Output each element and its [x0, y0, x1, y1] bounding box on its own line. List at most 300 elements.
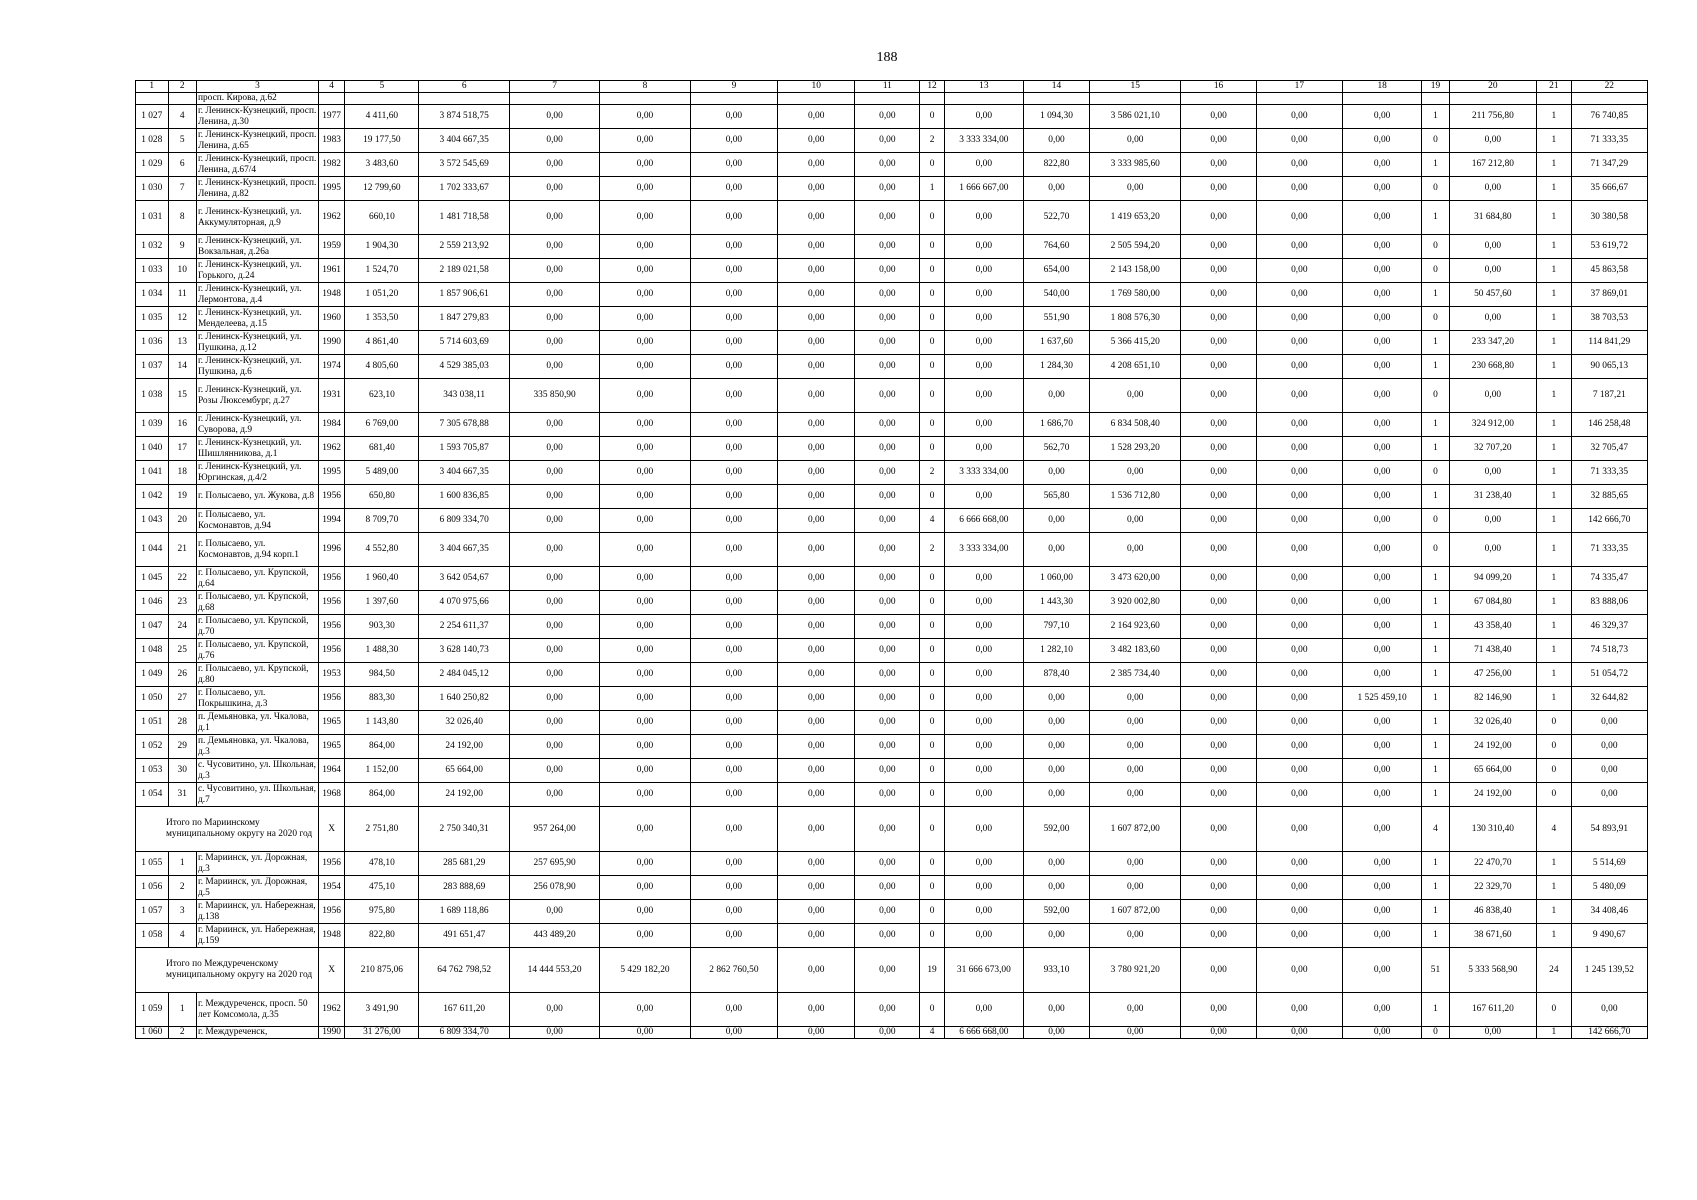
- table-cell: 0,00: [1181, 129, 1256, 153]
- table-row: [136, 759, 1648, 783]
- table-cell: 984,50: [345, 663, 419, 687]
- table-cell: 0: [920, 437, 944, 461]
- table-cell: 2 254 611,37: [419, 615, 509, 639]
- table-cell: 0,00: [600, 639, 690, 663]
- table-row: [136, 307, 1648, 331]
- column-header: 5: [345, 81, 419, 93]
- table-cell: [1090, 93, 1181, 105]
- table-cell: 0: [920, 331, 944, 355]
- table-cell: 0,00: [778, 687, 855, 711]
- table-cell: 0,00: [778, 876, 855, 900]
- table-cell: 0,00: [855, 533, 920, 567]
- table-cell: 1: [1422, 852, 1449, 876]
- table-cell: [345, 93, 419, 105]
- table-cell: 1 054: [136, 783, 169, 807]
- table-cell: 0: [1537, 993, 1572, 1027]
- table-cell: 1 050: [136, 687, 169, 711]
- table-cell: 1: [1422, 615, 1449, 639]
- table-cell: 0,00: [690, 259, 777, 283]
- table-cell: 903,30: [345, 615, 419, 639]
- table-cell: 74 518,73: [1571, 639, 1647, 663]
- table-cell: 4 529 385,03: [419, 355, 509, 379]
- table-cell: 1984: [318, 413, 344, 437]
- table-cell: 0,00: [1023, 379, 1089, 413]
- table-cell: 0,00: [778, 307, 855, 331]
- table-cell: 1: [1537, 379, 1572, 413]
- table-cell: 0,00: [690, 807, 777, 852]
- table-cell: 0,00: [778, 379, 855, 413]
- table-cell: 0,00: [778, 639, 855, 663]
- table-cell: 7 305 678,88: [419, 413, 509, 437]
- table-row: [136, 533, 1648, 567]
- table-cell: 210 875,06: [345, 948, 419, 993]
- table-cell: 0,00: [1090, 461, 1181, 485]
- table-cell: 24 192,00: [419, 783, 509, 807]
- table-cell: 0,00: [1343, 993, 1422, 1027]
- table-cell: 142 666,70: [1571, 1027, 1647, 1039]
- address-cell: г. Полысаево, ул. Покрышкина, д.3: [196, 687, 318, 711]
- column-header: 21: [1537, 81, 1572, 93]
- table-cell: 0,00: [778, 283, 855, 307]
- table-cell: 0: [1422, 235, 1449, 259]
- table-cell: 74 335,47: [1571, 567, 1647, 591]
- table-cell: 1 443,30: [1023, 591, 1089, 615]
- table-cell: 0,00: [1343, 591, 1422, 615]
- table-cell: 47 256,00: [1449, 663, 1536, 687]
- table-cell: 1 689 118,86: [419, 900, 509, 924]
- table-cell: 0,00: [1343, 355, 1422, 379]
- table-cell: 0,00: [509, 105, 599, 129]
- table-cell: 30: [168, 759, 196, 783]
- table-cell: 3 404 667,35: [419, 129, 509, 153]
- table-cell: 17: [168, 437, 196, 461]
- table-cell: 562,70: [1023, 437, 1089, 461]
- table-cell: 1: [1422, 783, 1449, 807]
- column-header: 9: [690, 81, 777, 93]
- table-cell: 1: [1422, 485, 1449, 509]
- table-cell: 1: [1537, 201, 1572, 235]
- address-cell: г. Ленинск-Кузнецкий, просп. Ленина, д.65: [196, 129, 318, 153]
- table-cell: 230 668,80: [1449, 355, 1536, 379]
- table-cell: Х: [318, 807, 344, 852]
- table-cell: 1 607 872,00: [1090, 807, 1181, 852]
- table-cell: 0,00: [600, 533, 690, 567]
- table-row: [136, 591, 1648, 615]
- table-cell: 0,00: [690, 993, 777, 1027]
- table-cell: 0,00: [690, 461, 777, 485]
- table-cell: 0,00: [1023, 129, 1089, 153]
- table-cell: 4 552,80: [345, 533, 419, 567]
- table-cell: [136, 93, 169, 105]
- table-cell: 1: [1537, 639, 1572, 663]
- table-cell: 0,00: [509, 129, 599, 153]
- table-cell: 0,00: [1256, 924, 1342, 948]
- table-cell: 1 600 836,85: [419, 485, 509, 509]
- table-cell: 0,00: [855, 807, 920, 852]
- table-cell: 0,00: [690, 1027, 777, 1039]
- table-cell: 0,00: [600, 876, 690, 900]
- table-cell: 0,00: [509, 759, 599, 783]
- table-cell: 0,00: [1256, 105, 1342, 129]
- table-cell: 3 333 334,00: [944, 461, 1023, 485]
- table-cell: 0,00: [690, 413, 777, 437]
- table-cell: 0,00: [1181, 876, 1256, 900]
- table-cell: 1: [1422, 900, 1449, 924]
- table-cell: 0,00: [1090, 711, 1181, 735]
- table-cell: 0,00: [944, 485, 1023, 509]
- table-cell: 1 056: [136, 876, 169, 900]
- table-cell: 0,00: [778, 807, 855, 852]
- table-cell: 90 065,13: [1571, 355, 1647, 379]
- table-cell: 1960: [318, 307, 344, 331]
- table-cell: 324 912,00: [1449, 413, 1536, 437]
- table-cell: 0,00: [1090, 735, 1181, 759]
- table-cell: 0: [1537, 783, 1572, 807]
- table-cell: 0,00: [1256, 567, 1342, 591]
- table-cell: 3: [168, 900, 196, 924]
- table-cell: 1 143,80: [345, 711, 419, 735]
- table-cell: 0,00: [778, 735, 855, 759]
- table-cell: 22 329,70: [1449, 876, 1536, 900]
- table-cell: 2 505 594,20: [1090, 235, 1181, 259]
- table-cell: 4 411,60: [345, 105, 419, 129]
- table-cell: 0,00: [1181, 783, 1256, 807]
- table-cell: 1 536 712,80: [1090, 485, 1181, 509]
- table-cell: 0: [1422, 533, 1449, 567]
- table-cell: 1965: [318, 711, 344, 735]
- table-cell: 0,00: [600, 759, 690, 783]
- table-cell: 4 208 651,10: [1090, 355, 1181, 379]
- table-cell: 0,00: [1343, 759, 1422, 783]
- table-cell: 1: [1537, 355, 1572, 379]
- table-cell: 0,00: [1449, 533, 1536, 567]
- table-cell: 1: [1422, 639, 1449, 663]
- table-cell: 1 037: [136, 355, 169, 379]
- table-cell: 0,00: [509, 639, 599, 663]
- table-cell: 0,00: [600, 852, 690, 876]
- table-cell: 0,00: [1023, 1027, 1089, 1039]
- table-cell: 1 284,30: [1023, 355, 1089, 379]
- column-header: 2: [168, 81, 196, 93]
- table-cell: 0,00: [1256, 533, 1342, 567]
- table-cell: 1: [168, 852, 196, 876]
- table-cell: 0,00: [509, 663, 599, 687]
- table-cell: 1959: [318, 235, 344, 259]
- table-cell: 71 333,35: [1571, 129, 1647, 153]
- table-cell: [1422, 93, 1449, 105]
- table-cell: 0,00: [1256, 993, 1342, 1027]
- total-label: Итого по Междуреченскому муниципальному округу на 2020 год: [136, 948, 319, 993]
- table-cell: 522,70: [1023, 201, 1089, 235]
- table-cell: 0,00: [1343, 129, 1422, 153]
- address-cell: г. Ленинск-Кузнецкий, ул. Горького, д.24: [196, 259, 318, 283]
- table-cell: 0,00: [855, 948, 920, 993]
- table-cell: 0,00: [1449, 461, 1536, 485]
- table-cell: [1181, 93, 1256, 105]
- table-cell: 1 488,30: [345, 639, 419, 663]
- table-cell: 5 489,00: [345, 461, 419, 485]
- table-cell: 1: [1537, 259, 1572, 283]
- table-cell: 0,00: [855, 924, 920, 948]
- table-cell: 285 681,29: [419, 852, 509, 876]
- table-cell: 1 034: [136, 283, 169, 307]
- table-cell: 94 099,20: [1449, 567, 1536, 591]
- table-cell: 32 705,47: [1571, 437, 1647, 461]
- table-cell: 0,00: [1343, 735, 1422, 759]
- table-cell: 1968: [318, 783, 344, 807]
- table-cell: 0,00: [855, 639, 920, 663]
- table-cell: 0,00: [690, 759, 777, 783]
- table-cell: 1 049: [136, 663, 169, 687]
- table-cell: 1 051,20: [345, 283, 419, 307]
- table-cell: 0,00: [1343, 413, 1422, 437]
- table-cell: 1: [1537, 567, 1572, 591]
- table-cell: 0,00: [1256, 783, 1342, 807]
- table-cell: 1 041: [136, 461, 169, 485]
- table-cell: 1 857 906,61: [419, 283, 509, 307]
- table-cell: 1: [1422, 413, 1449, 437]
- table-cell: 1 048: [136, 639, 169, 663]
- column-header: 16: [1181, 81, 1256, 93]
- column-header: 22: [1571, 81, 1647, 93]
- table-cell: 1: [1537, 105, 1572, 129]
- table-cell: 1994: [318, 509, 344, 533]
- table-cell: 0: [920, 355, 944, 379]
- table-row: [136, 567, 1648, 591]
- table-cell: 83 888,06: [1571, 591, 1647, 615]
- table-cell: 0,00: [690, 379, 777, 413]
- table-cell: 0,00: [1256, 852, 1342, 876]
- table-cell: 1977: [318, 105, 344, 129]
- table-cell: 0,00: [509, 235, 599, 259]
- table-cell: 257 695,90: [509, 852, 599, 876]
- table-cell: 7: [168, 177, 196, 201]
- table-cell: 0,00: [1256, 331, 1342, 355]
- table-cell: 6 666 668,00: [944, 1027, 1023, 1039]
- address-cell: г. Ленинск-Кузнецкий, ул. Лермонтова, д.4: [196, 283, 318, 307]
- table-cell: 0,00: [1571, 993, 1647, 1027]
- table-cell: 592,00: [1023, 807, 1089, 852]
- table-cell: 0,00: [1343, 639, 1422, 663]
- table-cell: 1956: [318, 485, 344, 509]
- table-cell: 0,00: [855, 105, 920, 129]
- table-cell: 0,00: [1256, 639, 1342, 663]
- total-row: [136, 948, 1648, 993]
- table-cell: 0,00: [1256, 379, 1342, 413]
- table-cell: 0,00: [690, 900, 777, 924]
- table-cell: 1956: [318, 615, 344, 639]
- table-cell: 0,00: [778, 783, 855, 807]
- table-cell: 0,00: [600, 993, 690, 1027]
- table-cell: 0,00: [1343, 533, 1422, 567]
- table-cell: 0,00: [1181, 924, 1256, 948]
- table-cell: 0,00: [1256, 259, 1342, 283]
- table-cell: 0: [1422, 307, 1449, 331]
- table-cell: 0,00: [690, 735, 777, 759]
- table-cell: 1: [1422, 993, 1449, 1027]
- table-cell: 0,00: [690, 533, 777, 567]
- table-cell: 0,00: [1343, 283, 1422, 307]
- table-cell: 0,00: [1256, 876, 1342, 900]
- address-cell: г. Ленинск-Кузнецкий, ул. Пушкина, д.12: [196, 331, 318, 355]
- table-cell: 0,00: [600, 924, 690, 948]
- table-cell: 1 047: [136, 615, 169, 639]
- table-cell: 0,00: [509, 783, 599, 807]
- table-cell: 0,00: [1023, 461, 1089, 485]
- table-cell: 5 480,09: [1571, 876, 1647, 900]
- table-cell: 0,00: [509, 900, 599, 924]
- table-cell: 0,00: [1343, 177, 1422, 201]
- table-cell: 2 559 213,92: [419, 235, 509, 259]
- table-cell: 1982: [318, 153, 344, 177]
- table-cell: 2 164 923,60: [1090, 615, 1181, 639]
- table-cell: 0,00: [855, 993, 920, 1027]
- table-cell: 0,00: [690, 201, 777, 235]
- table-cell: 0,00: [1256, 663, 1342, 687]
- table-cell: 1 245 139,52: [1571, 948, 1647, 993]
- column-header: 18: [1343, 81, 1422, 93]
- table-cell: [778, 93, 855, 105]
- table-cell: [318, 93, 344, 105]
- table-cell: 0,00: [1343, 259, 1422, 283]
- table-cell: 883,30: [345, 687, 419, 711]
- table-cell: 51 054,72: [1571, 663, 1647, 687]
- table-cell: 211 756,80: [1449, 105, 1536, 129]
- table-cell: 1 904,30: [345, 235, 419, 259]
- table-cell: 45 863,58: [1571, 259, 1647, 283]
- address-cell: г. Междуреченск,: [196, 1027, 318, 1039]
- table-cell: 0,00: [855, 413, 920, 437]
- table-cell: 1 038: [136, 379, 169, 413]
- table-cell: 0,00: [1023, 852, 1089, 876]
- table-cell: 0: [920, 413, 944, 437]
- table-cell: 283 888,69: [419, 876, 509, 900]
- table-cell: 0,00: [1023, 759, 1089, 783]
- table-cell: 27: [168, 687, 196, 711]
- table-cell: 0,00: [1023, 711, 1089, 735]
- table-cell: 0,00: [1343, 153, 1422, 177]
- table-cell: 10: [168, 259, 196, 283]
- table-cell: 1: [1422, 437, 1449, 461]
- table-cell: 0: [920, 283, 944, 307]
- table-cell: 2 750 340,31: [419, 807, 509, 852]
- table-cell: 1 031: [136, 201, 169, 235]
- table-cell: 1: [1537, 687, 1572, 711]
- address-cell: п. Демьяновка, ул. Чкалова, д.1: [196, 711, 318, 735]
- table-cell: 0,00: [778, 759, 855, 783]
- table-cell: 1: [1537, 533, 1572, 567]
- table-cell: 31 684,80: [1449, 201, 1536, 235]
- table-cell: 0: [920, 735, 944, 759]
- table-row: [136, 485, 1648, 509]
- table-row: [136, 993, 1648, 1027]
- table-cell: 18: [168, 461, 196, 485]
- address-cell: г. Ленинск-Кузнецкий, ул. Юргинская, д.4/2: [196, 461, 318, 485]
- table-cell: 0,00: [509, 993, 599, 1027]
- table-cell: 3 482 183,60: [1090, 639, 1181, 663]
- table-cell: 1: [1537, 331, 1572, 355]
- table-cell: 2 751,80: [345, 807, 419, 852]
- table-cell: 50 457,60: [1449, 283, 1536, 307]
- table-cell: 0,00: [1181, 105, 1256, 129]
- table-cell: 0,00: [1090, 509, 1181, 533]
- header-row: [136, 81, 1648, 93]
- table-cell: 0: [920, 711, 944, 735]
- table-cell: 0,00: [944, 259, 1023, 283]
- table-cell: 0,00: [1343, 924, 1422, 948]
- table-cell: 0,00: [600, 413, 690, 437]
- table-cell: 1: [1422, 759, 1449, 783]
- table-cell: 167 212,80: [1449, 153, 1536, 177]
- table-cell: 0,00: [600, 201, 690, 235]
- table-cell: 0: [920, 687, 944, 711]
- table-cell: 31 238,40: [1449, 485, 1536, 509]
- table-cell: 38 703,53: [1571, 307, 1647, 331]
- table-cell: 1 637,60: [1023, 331, 1089, 355]
- column-header: 15: [1090, 81, 1181, 93]
- table-cell: 0,00: [1090, 129, 1181, 153]
- table-cell: 0,00: [1256, 307, 1342, 331]
- table-cell: 0,00: [1090, 533, 1181, 567]
- table-cell: 0,00: [944, 307, 1023, 331]
- table-cell: 0,00: [1181, 283, 1256, 307]
- table-cell: 0,00: [600, 331, 690, 355]
- address-cell: г. Мариинск, ул. Дорожная, д.5: [196, 876, 318, 900]
- table-cell: 0,00: [1343, 852, 1422, 876]
- table-cell: [1023, 93, 1089, 105]
- table-cell: 12: [168, 307, 196, 331]
- table-cell: 22 470,70: [1449, 852, 1536, 876]
- column-header: 13: [944, 81, 1023, 93]
- table-cell: 0: [920, 852, 944, 876]
- table-cell: 46 329,37: [1571, 615, 1647, 639]
- table-cell: Х: [318, 948, 344, 993]
- table-cell: 864,00: [345, 783, 419, 807]
- table-cell: 0,00: [1181, 663, 1256, 687]
- table-cell: 2 143 158,00: [1090, 259, 1181, 283]
- table-row: [136, 283, 1648, 307]
- address-cell: г. Полысаево, ул. Крупской, д.80: [196, 663, 318, 687]
- table-cell: 0,00: [855, 567, 920, 591]
- column-header: 19: [1422, 81, 1449, 93]
- table-cell: 0,00: [855, 735, 920, 759]
- column-header: 4: [318, 81, 344, 93]
- table-cell: 0,00: [509, 711, 599, 735]
- table-cell: 4: [168, 105, 196, 129]
- table-cell: 592,00: [1023, 900, 1089, 924]
- table-cell: 0,00: [509, 485, 599, 509]
- table-cell: 1 044: [136, 533, 169, 567]
- table-cell: 4: [920, 1027, 944, 1039]
- table-cell: 335 850,90: [509, 379, 599, 413]
- address-cell: г. Мариинск, ул. Дорожная, д.3: [196, 852, 318, 876]
- table-cell: 1: [1537, 283, 1572, 307]
- table-cell: 3 333 985,60: [1090, 153, 1181, 177]
- table-cell: 0,00: [600, 615, 690, 639]
- table-cell: 6 809 334,70: [419, 509, 509, 533]
- table-cell: 0,00: [1343, 948, 1422, 993]
- table-cell: 0,00: [690, 153, 777, 177]
- table-cell: 0,00: [690, 355, 777, 379]
- table-cell: 1990: [318, 331, 344, 355]
- table-cell: 0,00: [1256, 437, 1342, 461]
- table-cell: 11: [168, 283, 196, 307]
- table-cell: 0,00: [1181, 153, 1256, 177]
- table-cell: 0: [920, 900, 944, 924]
- table-cell: 0,00: [600, 259, 690, 283]
- table-cell: 1 419 653,20: [1090, 201, 1181, 235]
- table-cell: 0: [1422, 379, 1449, 413]
